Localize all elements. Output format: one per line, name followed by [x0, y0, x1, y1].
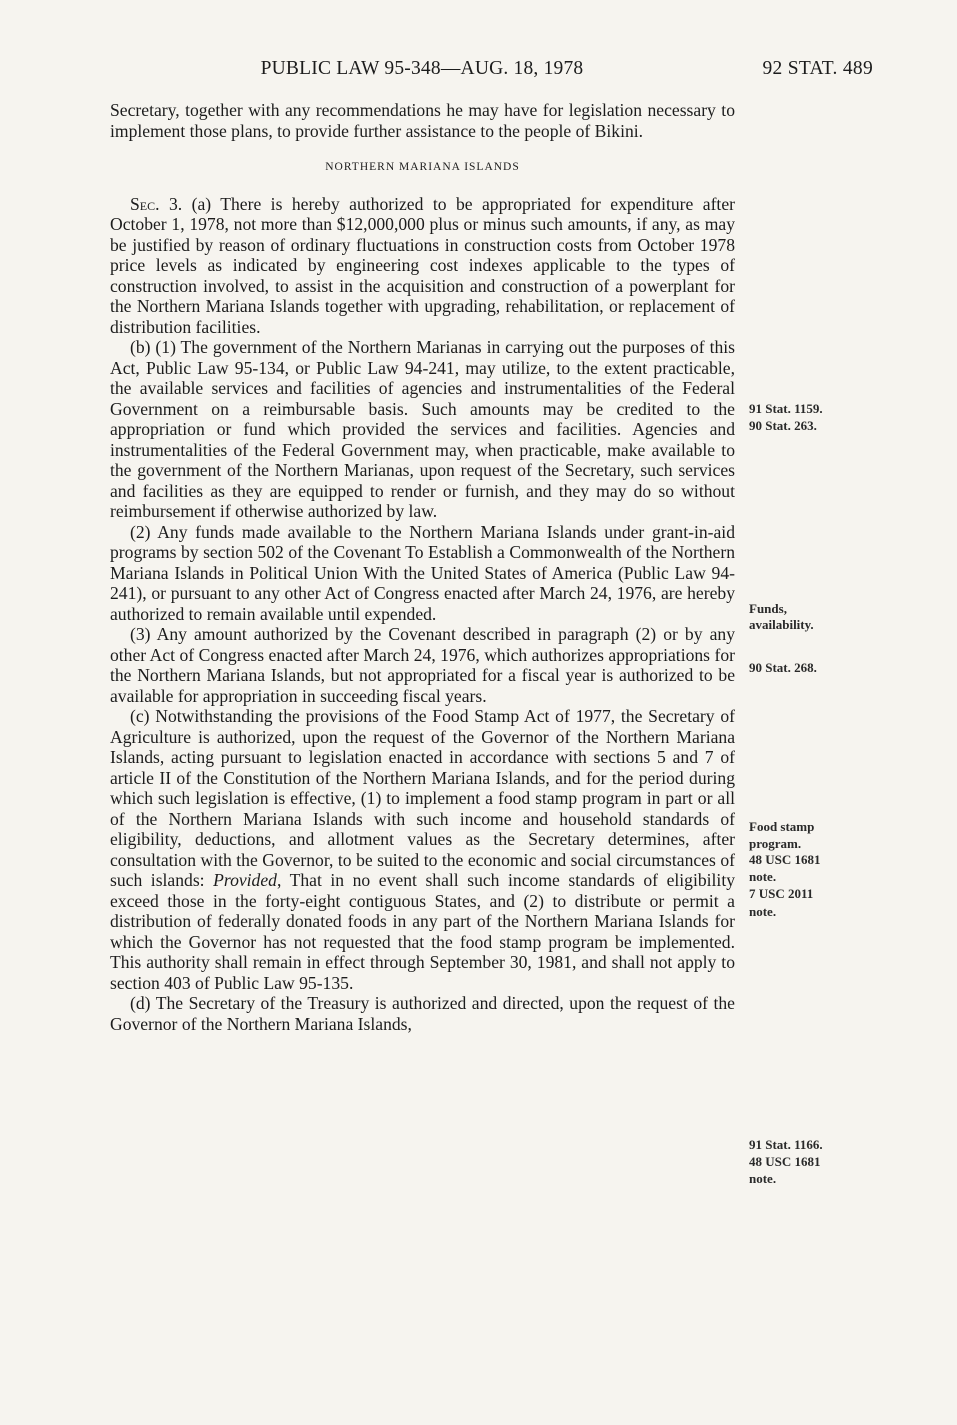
paragraph-b2: (2) Any funds made available to the Northern Mariana Islands under grant-in-aid programs by section 502 of the Covenant To Establish a Commonwealth of the Northern Mariana Islands in Political Union With the United States of America (Public Law 94-241), or pursuant to any other Act of Congress enacted after March 24, 1976, are hereby authorized to remain available until expended. — [110, 521, 735, 624]
paragraph-sec3a — [110, 194, 735, 338]
margin-note-note-2: note. — [749, 904, 777, 919]
header-stat-page: 92 STAT. 489 — [762, 58, 873, 79]
margin-note-food-stamp: Food stamp — [749, 819, 815, 834]
section-label: Sec. 3. — [130, 193, 183, 214]
paragraph-d: (d) The Secretary of the Treasury is authorized and directed, upon the request of the Governor of the Northern Mariana Islands, — [110, 993, 735, 1034]
margin-note-note-3: note. — [749, 1171, 777, 1186]
margin-note-91-stat-1159: 91 Stat. 1159. — [749, 401, 823, 416]
paragraph-continuation: Secretary, together with any recommendations he may have for legislation necessary to implement those plans, to provide further assistance to the people of Bikini. — [110, 100, 735, 141]
paragraph-b3: (3) Any amount authorized by the Covenant described in paragraph (2) or by any other Act of Congress enacted after March 24, 1976, which authorizes appropriations for the Northern Mariana Islands, but not appropriated for a fiscal year is authorized to be available for appropriation in succeeding fiscal years. — [110, 624, 735, 706]
margin-note-90-stat-263: 90 Stat. 263. — [749, 418, 817, 433]
section-heading: NORTHERN MARIANA ISLANDS — [325, 161, 520, 173]
margin-note-note-1: note. — [749, 869, 777, 884]
paragraph-c-text-1: (c) Notwithstanding the provisions of the Food Stamp Act of 1977, the Secretary of Agriculture is authorized, upon the request of the Governor of the Northern Mariana Islands, acting pursuant to legislation enacted in accordance with sections 5 and 7 of article II of the Constitution of the Northern Mariana Islands, and for the period during which such legislation is effective, (1) to implement a food stamp program in part or all of the Northern Mariana Islands with such income and household standards of eligibility, deductions, and allotment values as the Secretary determines, after consultation with the Governor, to be suited to the economic and social circumstances of such islands: — [110, 706, 735, 890]
provided-italic: Provided — [213, 870, 277, 890]
margin-note-availability: availability. — [749, 617, 814, 632]
header-title: PUBLIC LAW 95-348—AUG. 18, 1978 — [260, 58, 584, 79]
margin-note-90-stat-268: 90 Stat. 268. — [749, 660, 817, 675]
margin-note-48-usc-1681-b: 48 USC 1681 — [749, 1154, 821, 1169]
margin-note-7-usc-2011: 7 USC 2011 — [749, 886, 814, 901]
paragraph-b1: (b) (1) The government of the Northern Marianas in carrying out the purposes of this Act, Public Law 95-134, or Public Law 94-241, may utilize, to the extent practicable, the available services and facilities of agencies and instrumentalities of the Federal Government on a reimbursable basis. Such amounts may be credited to the appropriation or fund which provided the services and facilities. Agencies and instrumentalities of the Federal Government may, when practicable, make available to the government of the Northern Marianas, upon request of the Secretary, such services and facilities as they are equipped to render or furnish, and they may do so without reimbursement if otherwise authorized by law. — [110, 337, 735, 521]
margin-note-48-usc-1681: 48 USC 1681 — [749, 852, 821, 867]
paragraph-c-text-2: , That in no event shall such income standards of eligibility exceed those in the forty-eight contiguous States, and (2) to distribute or permit a distribution of federally donated foods in any part of the Northern Mariana Islands for which the Governor has not requested that the food stamp program be implemented. This authority shall remain in effect through September 30, 1981, and shall not apply to section 403 of Public Law 95-135. — [110, 870, 735, 993]
paragraph-sec3a-text: (a) There is hereby authorized to be appropriated for expenditure after October 1, 1978, not more than $12,000,000 plus or minus such amounts, if any, as may be justified by reason of ordinary fluctuations in construction costs from October 1978 price levels as indicated by engineering cost indexes applicable to the types of construction involved, to assist in the acquisition and construction of a powerplant for the Northern Mariana Islands together with upgrading, rehabilitation, or replacement of distribution facilities. — [110, 193, 735, 337]
body-text — [110, 100, 735, 1034]
margin-note-91-stat-1166: 91 Stat. 1166. — [749, 1137, 823, 1152]
margin-note-funds: Funds, — [749, 601, 787, 616]
paragraph-c — [110, 706, 735, 993]
running-head — [108, 58, 873, 88]
margin-note-program: program. — [749, 836, 802, 851]
